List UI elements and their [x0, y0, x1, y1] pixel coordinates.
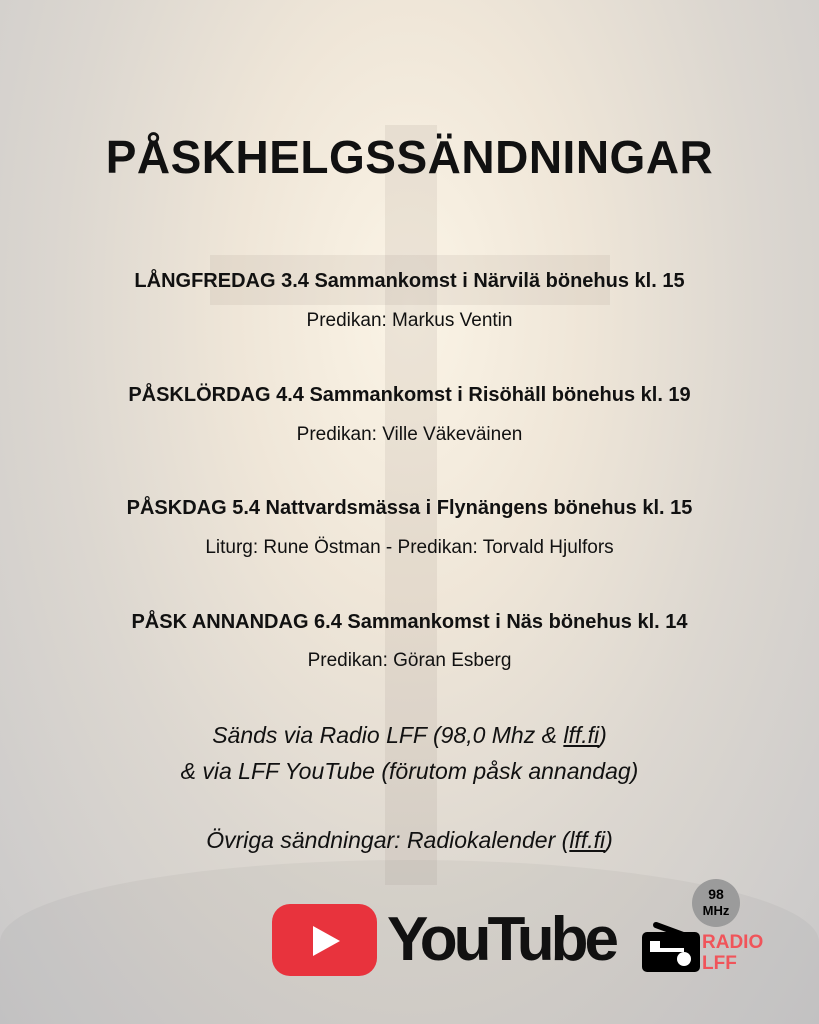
page-title: PÅSKHELGSSÄNDNINGAR — [105, 131, 714, 183]
event-heading: PÅSK ANNANDAG 6.4 Sammankomst i Näs bönehus kl. 14 — [131, 611, 688, 633]
other-text-suffix: ) — [605, 827, 613, 853]
radio-icon — [638, 875, 778, 975]
youtube-wordmark: YouTube — [387, 905, 615, 974]
event-heading: PÅSKLÖRDAG 4.4 Sammankomst i Risöhäll bönehus kl. 19 — [128, 384, 691, 406]
other-broadcasts — [0, 827, 819, 854]
radio-name-2: LFF — [702, 953, 737, 974]
event-detail: Predikan: Ville Väkeväinen — [296, 424, 523, 445]
radio-lff-logo — [638, 875, 778, 975]
event-heading: PÅSKDAG 5.4 Nattvardsmässa i Flynängens bönehus kl. 15 — [126, 497, 693, 519]
radio-unit: MHz — [702, 903, 730, 918]
lff-link[interactable]: lff.fi — [569, 827, 606, 853]
youtube-logo — [272, 904, 615, 976]
broadcast-line-1 — [0, 722, 819, 749]
broadcast-line-2: & via LFF YouTube (förutom påsk annandag) — [180, 758, 639, 784]
radio-name-1: RADIO — [702, 932, 764, 953]
radio-freq: 98 — [708, 886, 724, 902]
lff-link[interactable]: lff.fi — [563, 722, 600, 748]
broadcast-text: Sänds via Radio LFF (98,0 Mhz & — [212, 722, 564, 748]
youtube-play-icon — [272, 904, 377, 976]
other-text: Övriga sändningar: Radiokalender ( — [206, 827, 570, 853]
event-detail: Predikan: Göran Esberg — [307, 650, 512, 671]
event-detail: Predikan: Markus Ventin — [306, 310, 513, 331]
broadcast-text-suffix: ) — [599, 722, 607, 748]
event-heading: LÅNGFREDAG 3.4 Sammankomst i Närvilä bönehus kl. 15 — [134, 270, 685, 292]
event-detail: Liturg: Rune Östman - Predikan: Torvald Hjulfors — [205, 537, 614, 558]
